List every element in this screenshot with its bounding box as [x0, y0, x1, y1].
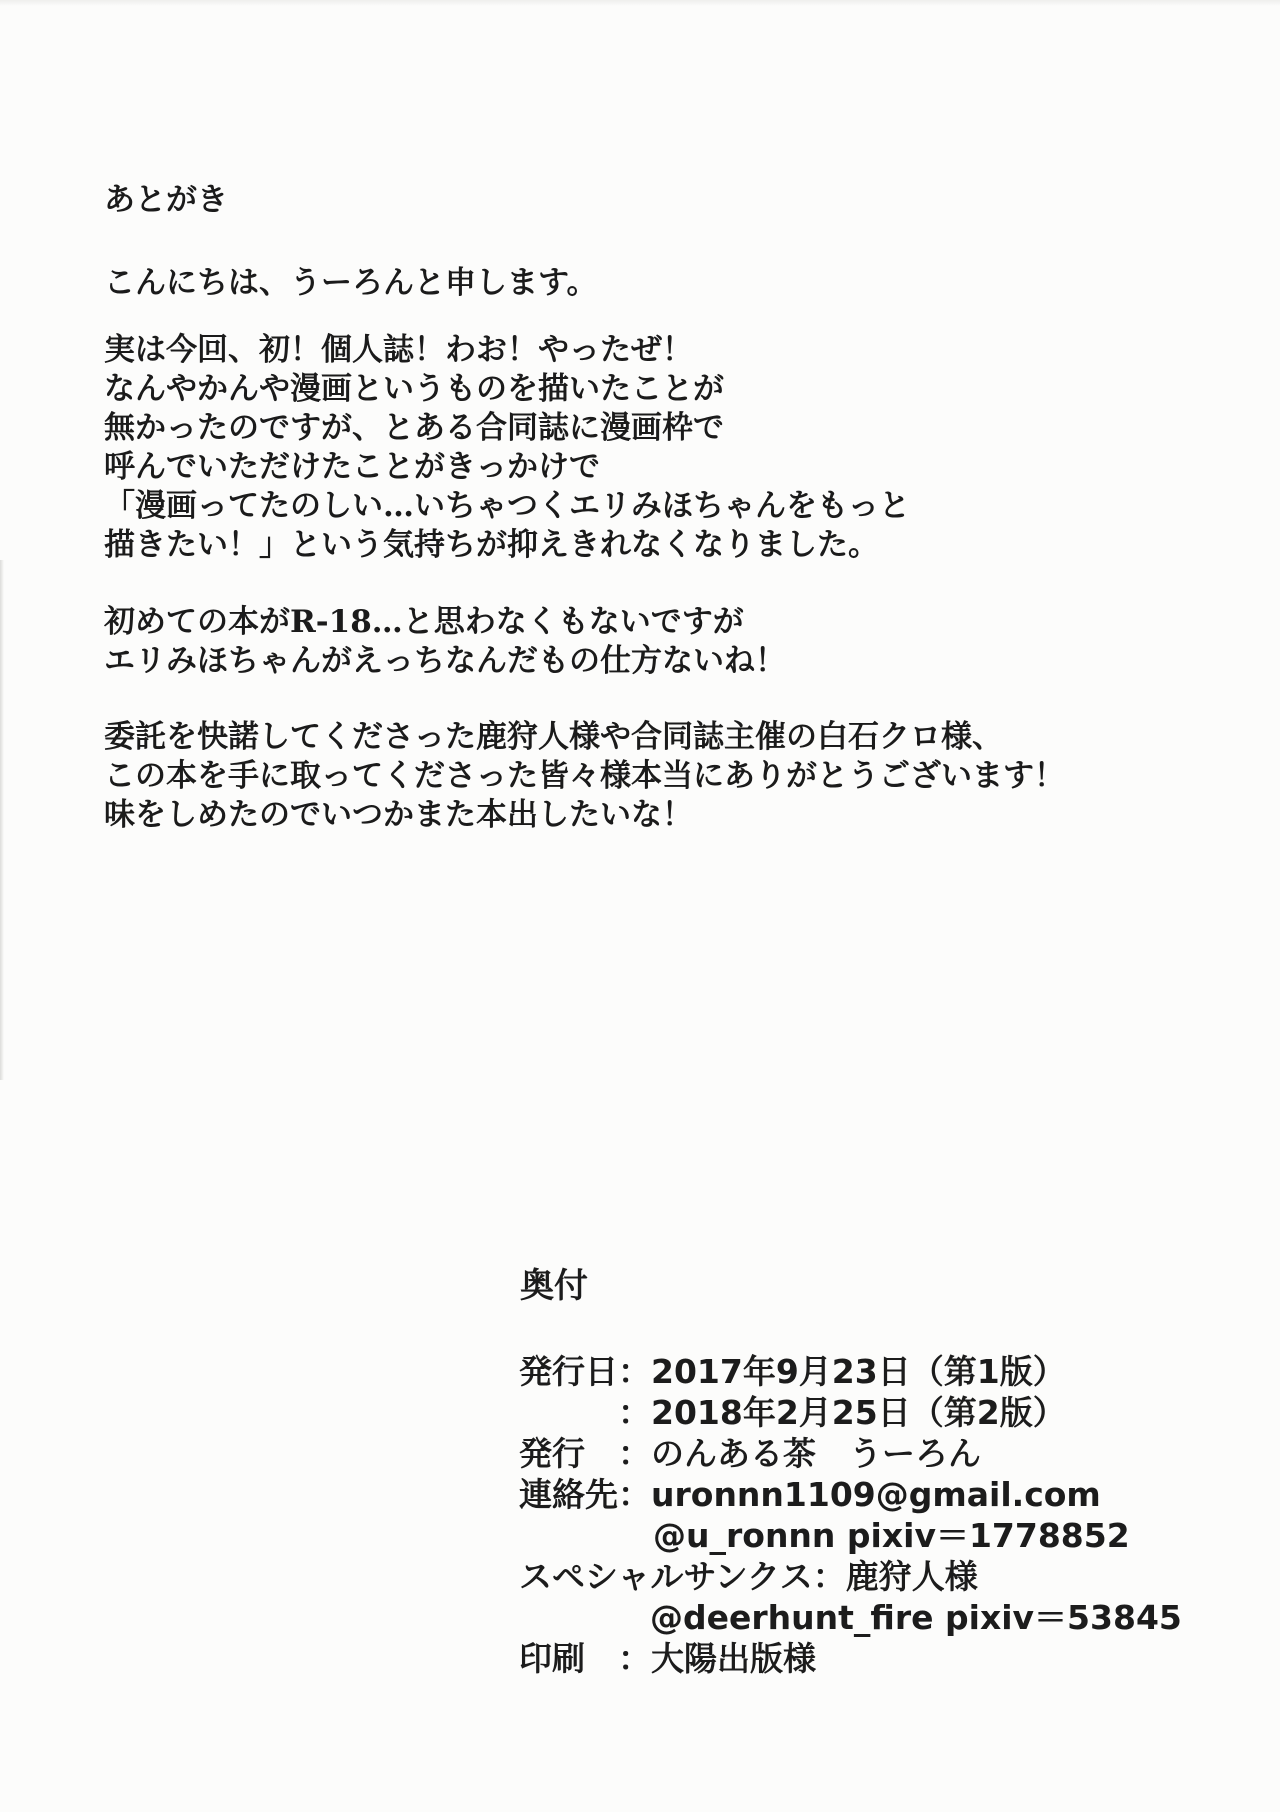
afterword-line: エリみほちゃんがえっちなんだもの仕方ないね！ — [104, 643, 786, 679]
afterword-line: こんにちは、うーろんと申します。 — [104, 265, 598, 301]
afterword-paragraph-first-book — [104, 331, 910, 565]
afterword-line: 「漫画ってたのしい…いちゃつくエリみほちゃんをもっと — [104, 488, 910, 524]
afterword-line: 委託を快諾してくださった鹿狩人様や合同誌主催の白石クロ様、 — [104, 719, 1003, 755]
colophon-line-publish-date-1: 発行日：2017年9月23日（第1版） — [519, 1352, 1066, 1391]
colophon-line-contact-email: 連絡先：uronnn1109@gmail.com — [519, 1475, 1101, 1514]
colophon-title: 奥付 — [520, 1266, 588, 1306]
colophon-section — [519, 1351, 1182, 1679]
colophon-line-special-thanks: スペシャルサンクス：鹿狩人様 — [519, 1557, 978, 1596]
afterword-line: 無かったのですが、とある合同誌に漫画枠で — [104, 410, 724, 446]
afterword-line: 呼んでいただけたことがきっかけで — [104, 449, 600, 485]
colophon-line-printer: 印刷 ：大陽出版様 — [519, 1639, 816, 1678]
afterword-line: 実は今回、初！個人誌！わお！やったぜ！ — [104, 332, 693, 368]
afterword-line: なんやかんや漫画というものを描いたことが — [104, 371, 724, 407]
afterword-paragraph-greeting — [104, 264, 598, 303]
afterword-line: この本を手に取ってくださった皆々様本当にありがとうございます！ — [104, 758, 1065, 794]
afterword-line: 味をしめたのでいつかまた本出したいな！ — [104, 797, 693, 833]
afterword-line: 描きたい！」という気持ちが抑えきれなくなりました。 — [104, 527, 879, 563]
colophon-line-publish-date-2: ：2018年2月25日（第2版） — [618, 1393, 1066, 1432]
afterword-title: あとがき — [104, 182, 228, 218]
afterword-paragraph-r18 — [104, 603, 786, 681]
colophon-line-publisher: 発行 ：のんある茶 うーろん — [519, 1434, 981, 1473]
scan-edge-artifact-left — [0, 560, 4, 1080]
scan-edge-artifact-top — [0, 0, 1280, 6]
colophon-line-contact-social: @u_ronnn pixiv＝1778852 — [653, 1516, 1130, 1555]
colophon-line-special-thanks-social: @deerhunt_fire pixiv＝53845 — [650, 1598, 1182, 1637]
afterword-paragraph-thanks — [104, 718, 1065, 835]
afterword-line: 初めての本がR-18…と思わなくもないですが — [104, 604, 744, 640]
